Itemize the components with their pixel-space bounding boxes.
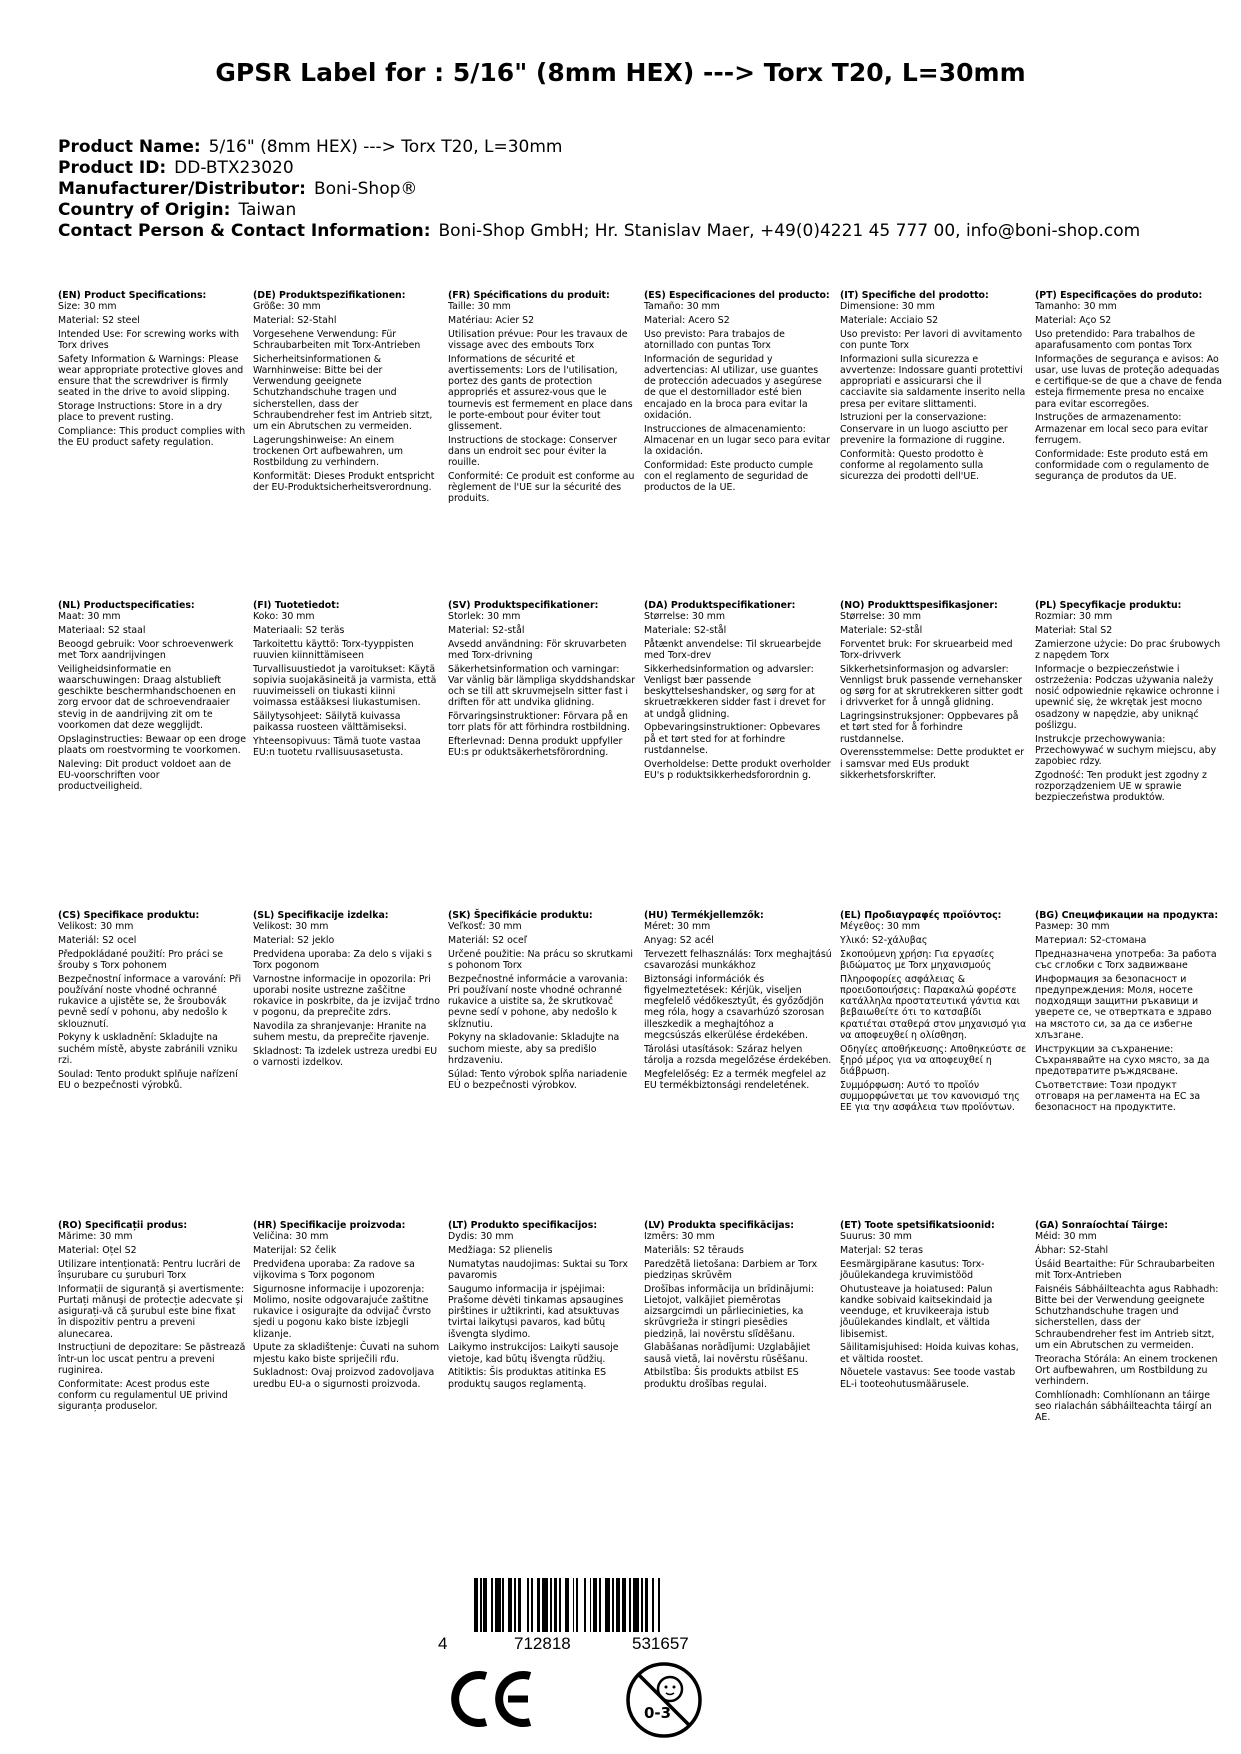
spec-block xyxy=(1035,600,1223,806)
spec-block-line: Safety Information & Warnings: Please wear appropriate protective gloves and ensure that the screwdriver is firmly seated in the drive to avoid slipping. xyxy=(58,353,244,399)
spec-block-line: Dydis: 30 mm xyxy=(448,1231,514,1243)
spec-block-line: Informações de segurança e avisos: Ao usar, use luvas de proteção adequadas e certifique-se de que a chave de fenda esteja firmemente presa no encaixe para evitar escorregões. xyxy=(1035,353,1222,410)
spec-block-line: Size: 30 mm xyxy=(58,301,117,313)
info-product-id xyxy=(58,158,1198,179)
spec-block-line: Storage Instructions: Store in a dry place to prevent rusting. xyxy=(58,401,223,424)
spec-block-line: Lagerungshinweise: An einem trockenen Ort aufbewahren, um Rostbildung zu verhindern. xyxy=(253,434,404,469)
spec-block-line: Informazioni sulla sicurezza e avvertenze: Indossare guanti protettivi appropriati e assicurarsi che il cacciavite sia saldamente inserito nella presa per evitare slittamenti. xyxy=(840,353,1026,410)
spec-block-line: Sukladnost: Ovaj proizvod zadovoljava uredbu EU-a o sigurnosti proizvoda. xyxy=(253,1367,435,1390)
spec-block-heading: (EN) Product Specifications: xyxy=(58,290,207,301)
info-label: Contact Person & Contact Information: xyxy=(58,221,431,241)
spec-block xyxy=(1035,1220,1223,1426)
spec-block-line: Säilitamisjuhised: Hoida kuivas kohas, et vältida roostet. xyxy=(840,1342,1019,1365)
spec-block-line: Pokyny na skladovanie: Skladujte na suchom mieste, aby sa predišlo hrdzaveniu. xyxy=(448,1032,620,1066)
spec-block-line: Mărime: 30 mm xyxy=(58,1231,133,1243)
spec-block-line: Størrelse: 30 mm xyxy=(840,611,922,623)
spec-block-line: Předpokládané použití: Pro práci se šrouby s Torx pohonem xyxy=(58,948,224,971)
spec-block-line: Konformität: Dieses Produkt entspricht der EU-Produktsicherheitsverordnung. xyxy=(253,471,435,494)
spec-block-line: Rozmiar: 30 mm xyxy=(1035,611,1113,623)
spec-block-line: Určené použitie: Na prácu so skrutkami s pohonom Torx xyxy=(448,948,633,971)
spec-block xyxy=(448,290,636,507)
spec-block-line: Informacje o bezpieczeństwie i ostrzeżenia: Podczas używania należy nosić odpowiednie rękawice ochronne i upewnić się, że wkrętak jest mocno osadzony w napędzie, aby uniknąć poślizgu. xyxy=(1035,663,1220,731)
spec-block-line: Veľkosť: 30 mm xyxy=(448,921,522,933)
spec-block-heading: (RO) Specificații produs: xyxy=(58,1220,188,1231)
spec-block-line: Tervezett felhasználás: Torx meghajtású csavarozási munkákhoz xyxy=(644,948,832,971)
spec-block-line: Storlek: 30 mm xyxy=(448,611,521,623)
spec-block-line: Conformitate: Acest produs este conform cu regulamentul UE privind siguranța produselor. xyxy=(58,1378,228,1413)
spec-block-line: Navodila za shranjevanje: Hranite na suhem mestu, da preprečite rjavenje. xyxy=(253,1021,430,1044)
spec-block-line: Información de seguridad y advertencias: Al utilizar, use guantes de protección adecuados y asegúrese de que el destornillador esté bien encajado en la broca para evitar la oxidación. xyxy=(644,353,822,421)
spec-block xyxy=(644,910,832,1094)
spec-block-line: Medžiaga: S2 plienelis xyxy=(448,1245,553,1256)
spec-block-heading: (NL) Productspecificaties: xyxy=(58,600,195,611)
spec-block-line: Materiaali: S2 teräs xyxy=(253,625,345,636)
spec-block-line: Compliance: This product complies with the EU product safety regulation. xyxy=(58,426,246,449)
spec-block-line: Anyag: S2 acél xyxy=(644,935,714,946)
page-title: GPSR Label for : 5/16" (8mm HEX) ---> Torx T20, L=30mm xyxy=(215,58,1026,87)
spec-block xyxy=(448,1220,636,1392)
spec-block-heading: (FR) Spécifications du produit: xyxy=(448,290,610,301)
info-value: Boni-Shop GmbH; Hr. Stanislav Maer, +49(0)4221 45 777 00, info@boni-shop.com xyxy=(438,221,1141,241)
spec-block-line: Saugumo informacija ir įspėjimai: Prašome dėvėti tinkamas apsaugines pirštines ir užtikrinti, kad atsuktuvas tvirtai laikytųsi pavaros, kad būtų išvengta slydimo. xyxy=(448,1283,624,1340)
spec-block-line: Instrucțiuni de depozitare: Se păstrează într-un loc uscat pentru a preveni ruginirea. xyxy=(58,1342,246,1376)
spec-block-line: Turvallisuustiedot ja varoitukset: Käytä sopivia suojakäsineitä ja varmista, että ruuvimeisseli on tiukasti kiinni voimassa estääksesi liukastumisen. xyxy=(253,663,437,709)
spec-block-line: Uso previsto: Para trabajos de atornillado con puntas Torx xyxy=(644,328,785,351)
spec-block-line: Ohutusteave ja hoiatused: Palun kandke sobivaid kaitsekindaid ja veenduge, et kruvikeeraja istub jõuülekandes kindlalt, et vältida libisemist. xyxy=(840,1283,993,1340)
spec-block-line: Glabāšanas norādījumi: Uzglabājiet sausā vietā, lai novērstu rūsēšanu. xyxy=(644,1342,811,1365)
spec-block-line: Intended Use: For screwing works with Torx drives xyxy=(58,328,240,351)
spec-block-line: Utilizare intenționată: Pentru lucrări de înșurubare cu șuruburi Torx xyxy=(58,1258,241,1281)
spec-block-line: Taille: 30 mm xyxy=(448,301,511,313)
info-label: Manufacturer/Distributor: xyxy=(58,179,306,199)
spec-block-line: Atbilstība: Šis produkts atbilst ES produktu drošības regulai. xyxy=(644,1367,799,1390)
spec-block-line: Tárolási utasítások: Száraz helyen tárolja a rozsda megelőzése érdekében. xyxy=(644,1043,832,1066)
spec-block-line: Πληροφορίες ασφάλειας & προειδοποιήσεις: Παρακαλώ φορέστε κατάλληλα προστατευτικά γάντια και βεβαιωθείτε ότι το κατσαβίδι κρατιέται σταθερά στον μηχανισμό για να αποφευχθεί η ολίσθηση. xyxy=(840,973,1027,1041)
spec-block-heading: (BG) Спецификации на продукта: xyxy=(1035,910,1219,921)
spec-block-line: Предназначена употреба: За работа със сглобки с Torx задвижване xyxy=(1035,948,1217,971)
barcode-digits-right: 531657 xyxy=(632,1634,689,1653)
spec-block-line: Koko: 30 mm xyxy=(253,611,315,623)
spec-block-line: Conformité: Ce produit est conforme au règlement de l'UE sur la sécurité des produits. xyxy=(448,471,635,505)
spec-block xyxy=(58,1220,246,1415)
spec-block-line: Pokyny k uskladnění: Skladujte na suchém místě, abyste zabránili vzniku rzi. xyxy=(58,1032,238,1066)
spec-block-line: Skladnost: Ta izdelek ustreza uredbi EU o varnosti izdelkov. xyxy=(253,1046,438,1069)
info-manufacturer xyxy=(58,179,1198,200)
spec-block-heading: (NO) Produkttspesifikasjoner: xyxy=(840,600,998,611)
spec-block-line: Συμμόρφωση: Αυτό το προϊόν συμμορφώνεται με τον κανονισμό της ΕΕ για την ασφάλεια των προϊόντων. xyxy=(840,1079,1020,1114)
spec-block-line: Avsedd användning: För skruvarbeten med Torx-drivning xyxy=(448,638,627,661)
spec-block xyxy=(840,910,1028,1116)
spec-block-heading: (EL) Προδιαγραφές προϊόντος: xyxy=(840,910,1002,921)
info-product-name xyxy=(58,137,1198,158)
spec-block-line: Sikkerhetsinformasjon og advarsler: Vennligst bruk passende vernehansker og sørg for at skrutrekkeren sitter godt i drivverket for å unngå glidning. xyxy=(840,663,1023,709)
spec-block-line: Sicherheitsinformationen & Warnhinweise: Bitte bei der Verwendung geeignete Schutzhandschuhe tragen und sicherstellen, dass der Schraubendreher fest im Antrieb sitzt, um ein Abrutschen zu vermeiden. xyxy=(253,353,433,433)
spec-block-line: Materiale: S2-stål xyxy=(840,625,923,636)
ce-mark-icon xyxy=(450,1668,536,1730)
spec-block-line: Material: S2 jeklo xyxy=(253,935,335,946)
spec-block-line: Tamaño: 30 mm xyxy=(644,301,720,313)
spec-block-line: Drošības informācija un brīdinājumi: Lietojot, valkājiet piemērotas aizsargcimdi un pārliecinieties, ka skrūvgrieža ir stingri piesēdies piedziņā, lai novērstu slīdēšanu. xyxy=(644,1283,814,1340)
spec-block xyxy=(448,910,636,1094)
spec-block xyxy=(644,290,832,496)
spec-block-heading: (PL) Specyfikacje produktu: xyxy=(1035,600,1182,611)
spec-block xyxy=(1035,290,1223,485)
spec-block-line: Materiale: Acciaio S2 xyxy=(840,315,939,326)
spec-block-line: Material: Acero S2 xyxy=(644,315,730,326)
spec-block-line: Sikkerhedsinformation og advarsler: Venligst bær passende beskyttelseshandsker, og sørg for at skruetrækkeren sidder fast i drevet for at undgå glidning. xyxy=(644,663,826,720)
spec-block-heading: (ES) Especificaciones del producto: xyxy=(644,290,830,301)
spec-block xyxy=(58,910,246,1094)
spec-block-line: Informații de siguranță și avertismente: Purtați mănuși de protecție adecvate și asigurați-vă că șurubul este bine fixat în dispozitiv pentru a preveni alunecarea. xyxy=(58,1283,245,1340)
spec-block-line: Varnostne informacije in opozorila: Pri uporabi nosite ustrezne zaščitne rokavice in poskrbite, da je izvijač trdno v pogonu, da preprečite zdrs. xyxy=(253,973,440,1019)
spec-block-line: Velikost: 30 mm xyxy=(58,921,134,933)
spec-block-line: Dimensione: 30 mm xyxy=(840,301,935,313)
spec-block-line: Megfelelőség: Ez a termék megfelel az EU termékbiztonsági rendeletének. xyxy=(644,1068,826,1091)
spec-block-line: Instrucciones de almacenamiento: Almacenar en un lugar seco para evitar la oxidación. xyxy=(644,423,830,458)
spec-block-line: Materiale: S2-stål xyxy=(644,625,727,636)
spec-block-line: Conformidade: Este produto está em conformidade com o regulamento de segurança de produtos da UE. xyxy=(1035,448,1210,483)
spec-block-line: Σκοπούμενη χρήση: Για εργασίες βιδώματος με Torx μηχανισμούς xyxy=(840,948,995,971)
spec-block-line: Méret: 30 mm xyxy=(644,921,711,933)
spec-block-heading: (CS) Specifikace produktu: xyxy=(58,910,200,921)
spec-block xyxy=(253,290,441,496)
spec-block-line: Overensstemmelse: Dette produktet er i samsvar med EUs produkt sikkerhetsforskrifter. xyxy=(840,747,1025,781)
spec-block-line: Zgodność: Ten produkt jest zgodny z rozporządzeniem UE w sprawie bezpieczeństwa produktów. xyxy=(1035,769,1207,804)
spec-block-heading: (IT) Specifiche del prodotto: xyxy=(840,290,989,301)
barcode-digits-middle: 712818 xyxy=(514,1634,571,1653)
spec-block-heading: (PT) Especificações do produto: xyxy=(1035,290,1203,301)
spec-block-line: Atitiktis: Šis produktas atitinka ES produktų saugos reglamentą. xyxy=(448,1367,607,1390)
not-for-children-icon xyxy=(624,1660,704,1740)
spec-block-line: Vorgesehene Verwendung: Für Schraubarbeiten mit Torx-Antrieben xyxy=(253,328,421,351)
spec-block-line: Conformidad: Este producto cumple con el reglamento de seguridad de productos de la UE. xyxy=(644,459,814,494)
barcode-space xyxy=(660,1578,662,1632)
spec-block-heading: (GA) Sonraíochtaí Táirge: xyxy=(1035,1220,1168,1231)
spec-block-line: Material: Aço S2 xyxy=(1035,315,1112,326)
spec-block-line: Materiál: S2 ocel xyxy=(58,935,137,946)
info-value: DD-BTX23020 xyxy=(174,158,294,178)
info-label: Country of Origin: xyxy=(58,200,231,220)
spec-block-line: Soulad: Tento produkt splňuje nařízení EU o bezpečnosti výrobků. xyxy=(58,1068,238,1091)
spec-block xyxy=(58,290,246,451)
spec-block-line: Nõuetele vastavus: See toode vastab EL-i tooteohutusmäärusele. xyxy=(840,1367,1016,1390)
spec-block-line: Material: S2-Stahl xyxy=(253,315,337,326)
info-value: 5/16" (8mm HEX) ---> Torx T20, L=30mm xyxy=(208,137,563,157)
spec-block-line: Tamanho: 30 mm xyxy=(1035,301,1117,313)
info-country xyxy=(58,200,1198,221)
spec-block xyxy=(644,600,832,784)
spec-block-line: Eesmärgipärane kasutus: Torx-jõuülekandega kruvimistööd xyxy=(840,1258,985,1281)
spec-block-line: Materiaal: S2 staal xyxy=(58,625,146,636)
spec-block xyxy=(253,600,441,761)
spec-block-line: Veiligheidsinformatie en waarschuwingen: Draag alstublieft geschikte beschermhandschoenen en zorg ervoor dat de schroevendraaier stevig in de aandrijving zit om te voorkomen dat deze wegglijdt. xyxy=(58,663,236,731)
spec-block-line: Sigurnosne informacije i upozorenja: Molimo, nosite odgovarajuće zaštitne rukavice i osigurajte da odvijač čvrsto sjedi u pogonu kako biste izbjegli klizanje. xyxy=(253,1283,432,1340)
info-label: Product Name: xyxy=(58,137,201,157)
spec-block-line: Beoogd gebruik: Voor schroevenwerk met Torx aandrijvingen xyxy=(58,638,234,661)
spec-block-line: Uso previsto: Per lavori di avvitamento con punte Torx xyxy=(840,328,1023,351)
spec-block-heading: (SK) Špecifikácie produktu: xyxy=(448,910,593,921)
spec-block-line: Material: S2 steel xyxy=(58,315,140,326)
spec-block-line: Istruzioni per la conservazione: Conservare in un luogo asciutto per prevenire la formazione di ruggine. xyxy=(840,412,1008,446)
spec-block-line: Opbevaringsinstruktioner: Opbevares på et tørt sted for at forhindre rustdannelse. xyxy=(644,722,821,756)
age-range-label: 0-3 xyxy=(644,1704,672,1722)
info-value: Boni-Shop® xyxy=(313,179,418,199)
spec-block-line: Veličina: 30 mm xyxy=(253,1231,329,1243)
spec-block-line: Säilytysohjeet: Säilytä kuivassa paikassa ruosteen välttämiseksi. xyxy=(253,711,407,734)
info-contact xyxy=(58,221,1198,242)
spec-block-line: Μέγεθος: 30 mm xyxy=(840,921,921,933)
spec-block-heading: (HR) Specifikacije proizvoda: xyxy=(253,1220,406,1231)
spec-block-line: Tarkoitettu käyttö: Torx-tyyppisten ruuvien kiinnittämiseen xyxy=(253,638,414,661)
spec-block-line: Säkerhetsinformation och varningar: Var vänlig bär lämpliga skyddshandskar och se till att skruvmejseln sitter fast i driften för att undvika glidning. xyxy=(448,663,636,709)
spec-block-line: Conformità: Questo prodotto è conforme al regolamento sulla sicurezza dei prodotti dell'UE. xyxy=(840,448,984,483)
language-blocks xyxy=(58,290,1238,1500)
spec-block-line: Laikymo instrukcijos: Laikyti sausoje vietoje, kad būtų išvengta rūdžių. xyxy=(448,1342,619,1365)
spec-block xyxy=(840,600,1028,784)
spec-block-line: Materijal: S2 čelik xyxy=(253,1245,337,1256)
spec-block-line: Yhteensopivuus: Tämä tuote vastaa EU:n tuotetu rvallisuusasetusta. xyxy=(253,736,421,759)
barcode xyxy=(438,1578,758,1658)
spec-block-heading: (DA) Produktspecifikationer: xyxy=(644,600,796,611)
spec-block-line: Upute za skladištenje: Čuvati na suhom mjestu kako biste spriječili rđu. xyxy=(253,1342,440,1365)
info-value: Taiwan xyxy=(238,200,297,220)
spec-block-line: Информация за безопасност и предупреждения: Моля, носете подходящи защитни ръкавици и уверете се, че отвертката е здраво на мястото си, за да се избегне хлъзгане. xyxy=(1035,973,1212,1041)
spec-block-line: Material: Oțel S2 xyxy=(58,1245,137,1256)
spec-block-line: Velikost: 30 mm xyxy=(253,921,329,933)
spec-block-line: Материал: S2-стомана xyxy=(1035,935,1147,946)
spec-block-line: Οδηγίες αποθήκευσης: Αποθηκεύστε σε ξηρό μέρος για να αποφευχθεί η διάβρωση. xyxy=(840,1043,1027,1078)
spec-block-line: Υλικό: S2-χάλυβας xyxy=(840,935,928,946)
spec-block-line: Utilisation prévue: Pour les travaux de vissage avec des embouts Torx xyxy=(448,328,628,351)
spec-block-line: Naleving: Dit product voldoet aan de EU-voorschriften voor productveiligheid. xyxy=(58,758,231,793)
spec-block xyxy=(448,600,636,761)
spec-block-line: Forventet bruk: For skruearbeid med Torx-drivverk xyxy=(840,638,1013,661)
spec-block-line: Predviđena uporaba: Za radove sa vijkovima s Torx pogonom xyxy=(253,1258,415,1281)
spec-block-line: Efterlevnad: Denna produkt uppfyller EU:s pr oduktsäkerhetsförordning. xyxy=(448,736,623,759)
spec-block xyxy=(253,1220,441,1392)
spec-block-line: Suurus: 30 mm xyxy=(840,1231,912,1243)
spec-block-line: Påtænkt anvendelse: Til skruearbejde med Torx-drev xyxy=(644,638,822,661)
spec-block-heading: (HU) Termékjellemzők: xyxy=(644,910,764,921)
spec-block-line: Størrelse: 30 mm xyxy=(644,611,726,623)
spec-block-line: Numatytas naudojimas: Suktai su Torx pavaromis xyxy=(448,1258,628,1281)
spec-block-line: Materiał: Stal S2 xyxy=(1035,625,1113,636)
spec-block-line: Informations de sécurité et avertissements: Lors de l'utilisation, portez des gants de protection appropriés et assurez-vous que le tournevis est fermement en place dans le porte-embout pour éviter tout glissement. xyxy=(448,353,633,433)
spec-block-heading: (ET) Toote spetsifikatsioonid: xyxy=(840,1220,995,1231)
spec-block-line: Materiāls: S2 tērauds xyxy=(644,1245,744,1256)
product-info xyxy=(58,137,1198,242)
spec-block-line: Overholdelse: Dette produkt overholder EU's p roduktsikkerhedsforordnin g. xyxy=(644,758,831,781)
spec-block-line: Instrukcje przechowywania: Przechowywać w suchym miejscu, aby zapobiec rdzy. xyxy=(1035,733,1217,768)
spec-block-heading: (FI) Tuotetiedot: xyxy=(253,600,340,611)
spec-block xyxy=(644,1220,832,1392)
spec-block-line: Opslaginstructies: Bewaar op een droge plaats om roestvorming te voorkomen. xyxy=(58,733,247,756)
spec-block-line: Zamierzone użycie: Do prac śrubowych z napędem Torx xyxy=(1035,638,1221,661)
info-label: Product ID: xyxy=(58,158,167,178)
spec-block-line: Ábhar: S2-Stahl xyxy=(1035,1245,1109,1256)
spec-block-line: Bezpečnostné informácie a varovania: Pri používaní noste vhodné ochranné rukavice a uistite sa, že skrutkovač pevne sedí v pohone, aby nedošlo k skĺznutiu. xyxy=(448,973,628,1030)
spec-block-line: Размер: 30 mm xyxy=(1035,921,1110,933)
spec-block-line: Uso pretendido: Para trabalhos de aparafusamento com pontas Torx xyxy=(1035,328,1195,351)
spec-block-line: Bezpečnostní informace a varování: Při používání noste vhodné ochranné rukavice a ujistěte se, že šroubovák pevně sedí v pohonu, aby nedošlo k sklouznutí. xyxy=(58,973,242,1030)
spec-block xyxy=(1035,910,1223,1116)
spec-block-line: Izmērs: 30 mm xyxy=(644,1231,715,1243)
spec-block xyxy=(253,910,441,1071)
spec-block-line: Méid: 30 mm xyxy=(1035,1231,1097,1243)
spec-block-line: Instruções de armazenamento: Armazenar em local seco para evitar ferrugem. xyxy=(1035,412,1208,446)
spec-block-line: Treoracha Stórála: An einem trockenen Ort aufbewahren, um Rostbildung zu verhindern. xyxy=(1035,1353,1218,1388)
spec-block xyxy=(840,1220,1028,1392)
spec-block-heading: (SV) Produktspecifikationer: xyxy=(448,600,599,611)
spec-block-line: Faisnéis Sábháilteachta agus Rabhadh: Bitte bei der Verwendung geeignete Schutzhandschuhe tragen und sicherstellen, dass der Schraubendreher fest im Antrieb sitzt, um ein Abrutschen zu vermeiden. xyxy=(1035,1283,1219,1351)
spec-block-line: Materjal: S2 teras xyxy=(840,1245,924,1256)
spec-block-line: Súlad: Tento výrobok spĺňa nariadenie EÚ o bezpečnosti výrobkov. xyxy=(448,1068,628,1091)
spec-block-line: Инструкции за съхранение: Съхранявайте на сухо място, за да предотвратите ръждясване. xyxy=(1035,1043,1210,1078)
spec-block xyxy=(840,290,1028,485)
spec-block-heading: (LT) Produkto specifikacijos: xyxy=(448,1220,598,1231)
spec-block-line: Predvidena uporaba: Za delo s vijaki s Torx pogonom xyxy=(253,948,432,971)
spec-block-line: Comhlíonadh: Comhlíonann an táirge seo rialachán sábháilteachta táirgí an AE. xyxy=(1035,1389,1212,1424)
spec-block-line: Förvaringsinstruktioner: Förvara på en torr plats för att förhindra rostbildning. xyxy=(448,711,630,734)
spec-block-heading: (SL) Specifikacije izdelka: xyxy=(253,910,389,921)
spec-block-line: Matériau: Acier S2 xyxy=(448,315,535,326)
spec-block-line: Instructions de stockage: Conserver dans un endroit sec pour éviter la rouille. xyxy=(448,434,617,469)
spec-block-line: Maat: 30 mm xyxy=(58,611,121,623)
barcode-bars xyxy=(474,1578,734,1632)
spec-block-line: Größe: 30 mm xyxy=(253,301,321,313)
spec-block-line: Съответствие: Този продукт отговаря на регламента на ЕС за безопасност на продуктите. xyxy=(1035,1079,1201,1114)
spec-block-line: Úsáid Beartaithe: Für Schraubarbeiten mit Torx-Antrieben xyxy=(1035,1258,1215,1281)
spec-block-line: Material: S2-stål xyxy=(448,625,525,636)
spec-block xyxy=(58,600,246,795)
spec-block-line: Materiál: S2 oceľ xyxy=(448,935,528,946)
spec-block-line: Lagringsinstruksjoner: Oppbevares på et tørt sted for å forhindre rustdannelse. xyxy=(840,711,1019,745)
spec-block-line: Paredzētā lietošana: Darbiem ar Torx piedziņas skrūvēm xyxy=(644,1258,818,1281)
spec-block-heading: (DE) Produktspezifikationen: xyxy=(253,290,406,301)
spec-block-line: Biztonsági információk és figyelmeztetések: Kérjük, viseljen megfelelő védőkesztyűt, és győződjön meg róla, hogy a csavarhúzó szorosan illeszkedik a meghajtóhoz a megcsúszás elkerülése érdekében. xyxy=(644,973,825,1041)
barcode-digit-left: 4 xyxy=(438,1634,448,1653)
spec-block-heading: (LV) Produkta specifikācijas: xyxy=(644,1220,794,1231)
